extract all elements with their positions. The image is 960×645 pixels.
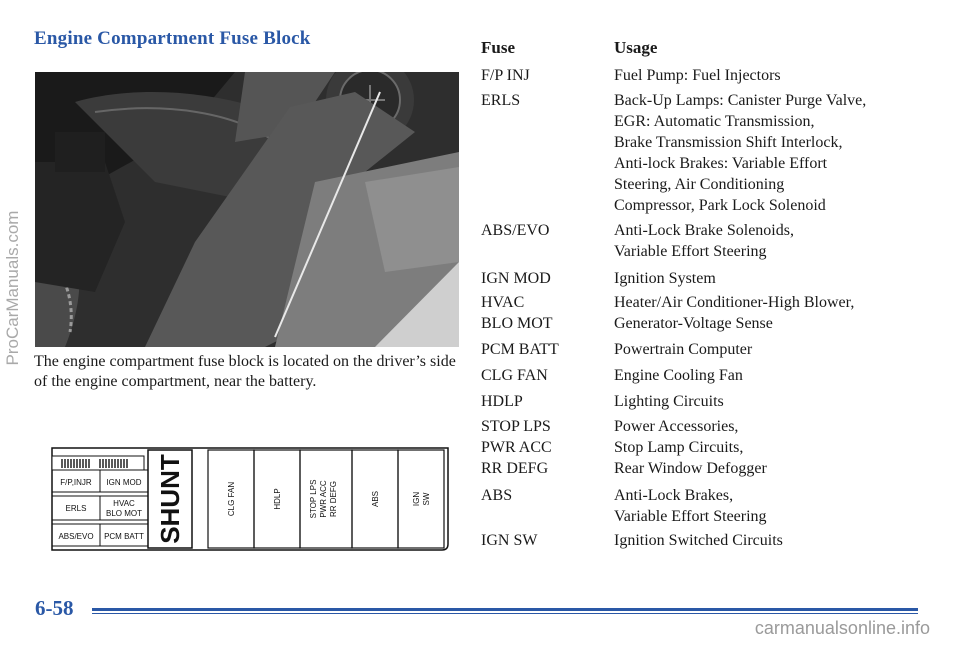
fuse-usage-line: Heater/Air Conditioner-High Blower,	[614, 294, 855, 311]
fuse-name-line: PCM BATT	[481, 341, 559, 358]
fuse-usage-line: Brake Transmission Shift Interlock,	[614, 134, 843, 151]
fuse-usage-line: Ignition Switched Circuits	[614, 532, 783, 549]
fuse-usage-line: Variable Effort Steering	[614, 243, 767, 260]
fuse-name-line: BLO MOT	[481, 315, 553, 332]
site-watermark: carmanualsonline.info	[754, 618, 930, 638]
fuse-usage-line: Steering, Air Conditioning	[614, 176, 785, 193]
diagram-label-pwr-acc: PWR ACC	[319, 480, 328, 518]
fuse-usage-line: EGR: Automatic Transmission,	[614, 113, 815, 130]
fuse-usage-line: Anti-lock Brakes: Variable Effort	[614, 155, 828, 172]
diagram-label-ign-mod: IGN MOD	[106, 478, 142, 487]
fuse-usage-line: Variable Effort Steering	[614, 508, 767, 525]
diagram-label-rr-defg: RR DEFG	[329, 481, 338, 517]
fuse-usage-line: Power Accessories,	[614, 418, 739, 435]
usage-column-header: Usage	[614, 38, 658, 57]
watermark	[0, 90, 26, 490]
fuse-usage	[614, 530, 934, 551]
fuse-name-line: IGN MOD	[481, 270, 551, 287]
fuse-usage	[614, 391, 934, 412]
fuse-name	[481, 416, 606, 479]
fuse-name	[481, 339, 606, 360]
fuse-name	[481, 365, 606, 386]
fuse-name-line: STOP LPS	[481, 418, 551, 435]
fuse-name-line: F/P INJ	[481, 67, 530, 84]
fuse-usage-line: Ignition System	[614, 270, 716, 287]
diagram-label-hdlp: HDLP	[273, 488, 282, 510]
fuse-name-line: PWR ACC	[481, 439, 552, 456]
diagram-label-sw: SW	[422, 492, 431, 506]
fuse-usage-line: Lighting Circuits	[614, 393, 724, 410]
fuse-name	[481, 90, 606, 111]
diagram-label-abs-evo: ABS/EVO	[58, 532, 94, 541]
page-number: 6-58	[35, 596, 74, 620]
fuse-name	[481, 485, 606, 506]
fuse-usage	[614, 220, 934, 262]
fuse-usage-line: Fuel Pump: Fuel Injectors	[614, 67, 781, 84]
diagram-label-pcm-batt: PCM BATT	[104, 532, 144, 541]
fuse-usage-line: Back-Up Lamps: Canister Purge Valve,	[614, 92, 867, 109]
fuse-usage-line: Stop Lamp Circuits,	[614, 439, 744, 456]
fuse-usage	[614, 292, 934, 334]
fuse-usage	[614, 65, 934, 86]
fuse-name	[481, 530, 606, 551]
fuse-usage	[614, 485, 934, 527]
fuse-usage	[614, 416, 934, 479]
fuse-usage-line: Rear Window Defogger	[614, 460, 767, 477]
fuse-usage-line: Compressor, Park Lock Solenoid	[614, 197, 826, 214]
fuse-name	[481, 292, 606, 334]
fuse-name-line: CLG FAN	[481, 367, 548, 384]
diagram-label-stop-lps: STOP LPS	[309, 479, 318, 519]
fuse-usage	[614, 268, 934, 289]
diagram-label-fp-injr: F/P,INJR	[60, 478, 92, 487]
fuse-block-diagram	[48, 446, 450, 550]
fuse-name	[481, 268, 606, 289]
diagram-label-ign: IGN	[412, 491, 421, 507]
engine-compartment-photo	[35, 72, 459, 347]
fuse-usage	[614, 365, 934, 386]
diagram-label-erls: ERLS	[65, 504, 87, 513]
diagram-label-blo-mot: BLO MOT	[105, 509, 143, 518]
diagram-label-abs: ABS	[371, 490, 380, 508]
fuse-usage-line: Anti-Lock Brake Solenoids,	[614, 222, 794, 239]
page-title: Engine Compartment Fuse Block	[34, 28, 311, 49]
footer-rule-thin	[92, 613, 918, 614]
fuse-name	[481, 65, 606, 86]
fuse-name-line: ABS	[481, 487, 513, 504]
diagram-label-clg-fan: CLG FAN	[227, 481, 236, 517]
fuse-name-line: HVAC	[481, 294, 525, 311]
fuse-usage-line: Powertrain Computer	[614, 341, 753, 358]
diagram-shunt-label: SHUNT	[155, 454, 185, 544]
fuse-name-line: ERLS	[481, 92, 521, 109]
fuse-column-header: Fuse	[481, 38, 515, 57]
fuse-name-line: HDLP	[481, 393, 523, 410]
watermark-text: ProCarManuals.com	[3, 210, 22, 366]
fuse-name	[481, 391, 606, 412]
fuse-name-line: RR DEFG	[481, 460, 549, 477]
fuse-usage	[614, 90, 934, 216]
fuse-block-location-caption: The engine compartment fuse block is located on the driver’s side of the engine compartment, near the battery.	[34, 353, 456, 390]
diagram-label-hvac: HVAC	[113, 499, 135, 508]
fuse-name	[481, 220, 606, 241]
fuse-usage-line: Engine Cooling Fan	[614, 367, 743, 384]
footer-rule	[92, 608, 918, 611]
fuse-usage-line: Generator-Voltage Sense	[614, 315, 773, 332]
fuse-name-line: IGN SW	[481, 532, 538, 549]
fuse-name-line: ABS/EVO	[481, 222, 550, 239]
fuse-usage-line: Anti-Lock Brakes,	[614, 487, 734, 504]
fuse-usage	[614, 339, 934, 360]
